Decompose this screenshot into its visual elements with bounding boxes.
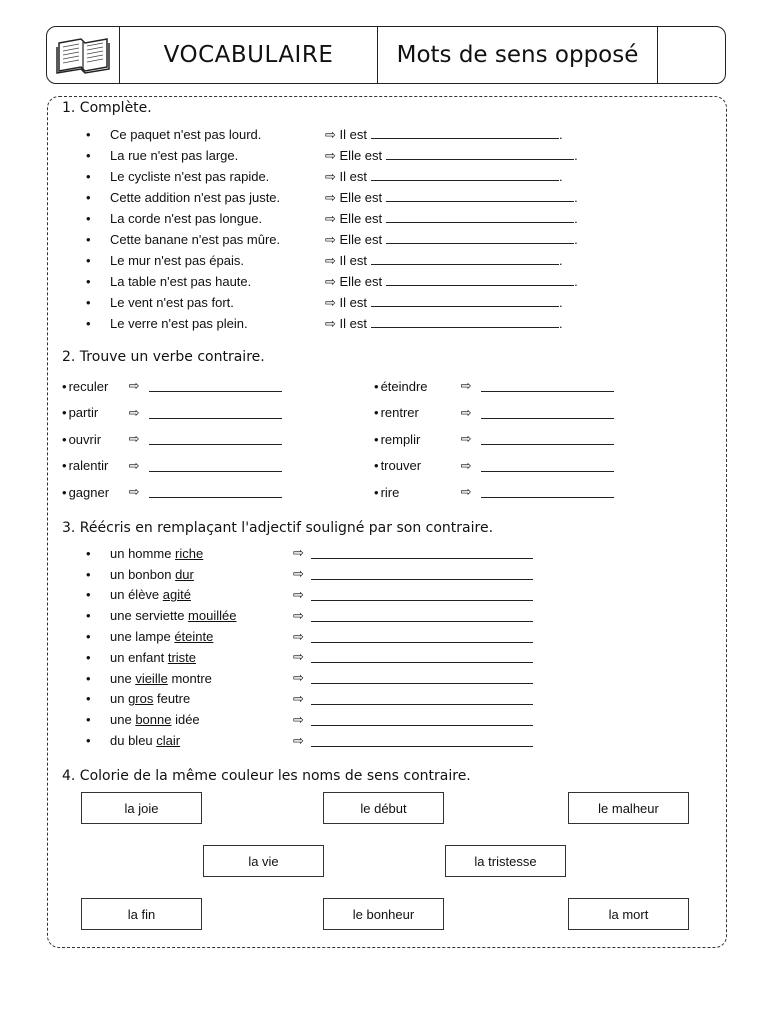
sentence: La table n'est pas haute.	[110, 274, 252, 289]
verb-row	[62, 400, 282, 427]
answer-line[interactable]	[481, 380, 614, 392]
phrase-row	[86, 709, 533, 730]
sentence-row	[86, 250, 578, 271]
header-icon-cell	[47, 27, 120, 83]
phrase-end: montre	[167, 670, 212, 686]
answer-prompt	[325, 253, 563, 269]
arrow-icon: ⇨	[128, 431, 140, 447]
arrow-icon: ⇨	[460, 378, 472, 394]
verb-row	[62, 426, 282, 453]
answer-prefix: ⇨ Il est	[325, 126, 367, 142]
answer-line[interactable]	[149, 407, 282, 419]
arrow-icon: ⇨	[128, 484, 140, 500]
phrase-start: un enfant	[110, 649, 168, 665]
answer-prefix: ⇨ Elle est	[325, 147, 383, 163]
period: .	[574, 273, 578, 289]
verb-row	[374, 426, 614, 453]
answer-prompt	[325, 211, 578, 227]
bullet: •	[86, 169, 91, 184]
answer-line[interactable]	[481, 486, 614, 498]
answer-prompt	[325, 190, 578, 206]
answer-line[interactable]	[386, 211, 574, 223]
answer-prefix: ⇨ Il est	[325, 315, 367, 331]
word-box[interactable]: la tristesse	[445, 845, 566, 877]
exercise-1-title: 1. Complète.	[62, 100, 152, 116]
answer-prefix: ⇨ Elle est	[325, 210, 383, 226]
bullet: •	[86, 274, 91, 289]
verb: rentrer	[380, 405, 419, 421]
sentence-row	[86, 124, 578, 145]
phrase-start: un	[110, 691, 129, 707]
bullet: •	[62, 431, 67, 447]
underlined-adjective: gros	[128, 691, 154, 707]
arrow-icon: ⇨	[293, 628, 304, 644]
answer-line[interactable]	[371, 253, 559, 265]
arrow-icon: ⇨	[128, 404, 140, 420]
bullet: •	[86, 148, 91, 163]
phrase-start: une	[110, 670, 136, 686]
period: .	[558, 126, 563, 142]
phrase	[110, 567, 293, 582]
answer-prompt	[325, 148, 578, 164]
answer-line[interactable]	[311, 610, 533, 622]
header-subtitle: Mots de sens opposé	[378, 27, 658, 83]
sentence-row	[86, 166, 578, 187]
word-box[interactable]: le début	[323, 792, 444, 824]
bullet: •	[86, 670, 91, 686]
answer-line[interactable]	[311, 589, 533, 601]
answer-prompt	[325, 295, 563, 311]
phrase-end: feutre	[153, 691, 191, 707]
exercise-4-title: 4. Colorie de la même couleur les noms de sens contraire.	[62, 768, 471, 784]
period: .	[574, 147, 578, 163]
phrase-start: un élève	[110, 587, 163, 603]
word-box[interactable]: le bonheur	[323, 898, 444, 930]
underlined-adjective: dur	[175, 566, 194, 582]
phrase-start: un homme	[110, 545, 176, 561]
bullet: •	[86, 587, 91, 603]
answer-prefix: ⇨ Elle est	[325, 189, 383, 205]
answer-line[interactable]	[311, 651, 533, 663]
phrase	[110, 733, 293, 748]
answer-line[interactable]	[481, 407, 614, 419]
answer-prompt	[325, 169, 563, 185]
period: .	[574, 210, 578, 226]
underlined-adjective: agité	[162, 587, 191, 603]
phrase-start: une	[110, 712, 136, 728]
arrow-icon: ⇨	[293, 690, 304, 706]
bullet: •	[374, 405, 379, 421]
phrase-row	[86, 585, 533, 606]
verb: partir	[68, 405, 99, 421]
sentence: La rue n'est pas large.	[110, 148, 239, 163]
verb-row	[374, 373, 614, 400]
bullet: •	[86, 629, 91, 645]
underlined-adjective: bonne	[135, 712, 172, 728]
bullet: •	[86, 712, 91, 728]
bullet: •	[62, 378, 67, 394]
underlined-adjective: mouillée	[188, 608, 237, 624]
exercise-2-right-column	[374, 373, 614, 506]
sentence: Ce paquet n'est pas lourd.	[110, 127, 262, 142]
phrase	[110, 629, 293, 644]
answer-line[interactable]	[149, 486, 282, 498]
underlined-adjective: clair	[156, 733, 181, 749]
answer-line[interactable]	[311, 714, 533, 726]
phrase-row	[86, 543, 533, 564]
answer-line[interactable]	[311, 547, 533, 559]
phrase-start: une serviette	[110, 608, 189, 624]
book-icon	[55, 33, 111, 77]
underlined-adjective: triste	[167, 649, 196, 665]
bullet: •	[374, 484, 379, 500]
phrase	[110, 691, 293, 706]
exercise-2-title: 2. Trouve un verbe contraire.	[62, 349, 265, 365]
answer-line[interactable]	[311, 672, 533, 684]
sentence: La corde n'est pas longue.	[110, 211, 263, 226]
answer-prompt	[325, 274, 578, 290]
answer-prefix: ⇨ Elle est	[325, 273, 383, 289]
phrase-row	[86, 605, 533, 626]
answer-line[interactable]	[386, 148, 574, 160]
bullet: •	[62, 484, 67, 500]
arrow-icon: ⇨	[293, 586, 304, 602]
bullet: •	[86, 211, 91, 226]
arrow-icon: ⇨	[293, 732, 304, 748]
answer-line[interactable]	[149, 460, 282, 472]
verb-row	[374, 479, 614, 506]
underlined-adjective: vieille	[135, 670, 168, 686]
phrase	[110, 650, 293, 665]
phrase-start: du bleu	[110, 733, 157, 749]
header-title: VOCABULAIRE	[120, 27, 378, 83]
bullet: •	[86, 190, 91, 205]
arrow-icon: ⇨	[293, 670, 304, 686]
header-empty-cell	[658, 27, 725, 83]
phrase-start: un bonbon	[110, 566, 176, 582]
arrow-icon: ⇨	[128, 378, 140, 394]
answer-line[interactable]	[311, 568, 533, 580]
answer-prefix: ⇨ Il est	[325, 294, 367, 310]
bullet: •	[86, 232, 91, 247]
phrase-row	[86, 564, 533, 585]
period: .	[574, 189, 578, 205]
word-box[interactable]: la fin	[81, 898, 202, 930]
phrase-row	[86, 730, 533, 751]
answer-prefix: ⇨ Elle est	[325, 231, 383, 247]
answer-line[interactable]	[386, 190, 574, 202]
period: .	[558, 315, 563, 331]
verb: reculer	[68, 378, 109, 394]
answer-prompt	[325, 232, 578, 248]
period: .	[574, 231, 578, 247]
verb-row	[62, 373, 282, 400]
exercise-1-list	[86, 124, 578, 334]
bullet: •	[86, 127, 91, 142]
sentence-row	[86, 229, 578, 250]
phrase	[110, 587, 293, 602]
phrase	[110, 671, 293, 686]
phrase	[110, 712, 293, 727]
verb-row	[374, 453, 614, 480]
bullet: •	[62, 405, 67, 421]
bullet: •	[86, 733, 91, 749]
bullet: •	[86, 295, 91, 310]
sentence: Le cycliste n'est pas rapide.	[110, 169, 270, 184]
exercise-3-title: 3. Réécris en remplaçant l'adjectif souligné par son contraire.	[62, 520, 494, 536]
underlined-adjective: riche	[175, 545, 204, 561]
bullet: •	[86, 608, 91, 624]
arrow-icon: ⇨	[293, 607, 304, 623]
exercise-3-list	[86, 543, 533, 751]
sentence: Le verre n'est pas plein.	[110, 316, 248, 331]
verb: rire	[380, 484, 400, 500]
bullet: •	[86, 566, 91, 582]
sentence-row	[86, 208, 578, 229]
verb: éteindre	[380, 378, 428, 394]
verb-row	[62, 479, 282, 506]
answer-line[interactable]	[311, 631, 533, 643]
verb-row	[374, 400, 614, 427]
sentence: Cette banane n'est pas mûre.	[110, 232, 281, 247]
verb: ouvrir	[68, 431, 102, 447]
bullet: •	[374, 431, 379, 447]
answer-line[interactable]	[481, 433, 614, 445]
answer-line[interactable]	[481, 460, 614, 472]
answer-prefix: ⇨ Il est	[325, 252, 367, 268]
answer-line[interactable]	[371, 316, 559, 328]
worksheet-header	[46, 26, 726, 84]
answer-line[interactable]	[371, 169, 559, 181]
arrow-icon: ⇨	[460, 404, 472, 420]
phrase-row	[86, 668, 533, 689]
answer-line[interactable]	[386, 274, 574, 286]
answer-line[interactable]	[149, 433, 282, 445]
arrow-icon: ⇨	[128, 457, 140, 473]
period: .	[558, 252, 563, 268]
answer-line[interactable]	[386, 232, 574, 244]
phrase-row	[86, 626, 533, 647]
bullet: •	[86, 545, 91, 561]
arrow-icon: ⇨	[460, 484, 472, 500]
arrow-icon: ⇨	[293, 566, 304, 582]
answer-line[interactable]	[371, 127, 559, 139]
sentence: Le vent n'est pas fort.	[110, 295, 234, 310]
period: .	[558, 294, 563, 310]
word-box[interactable]: la vie	[203, 845, 324, 877]
phrase	[110, 608, 293, 623]
arrow-icon: ⇨	[460, 431, 472, 447]
phrase-row	[86, 689, 533, 710]
underlined-adjective: éteinte	[174, 629, 214, 645]
answer-line[interactable]	[371, 295, 559, 307]
answer-line[interactable]	[149, 380, 282, 392]
bullet: •	[86, 649, 91, 665]
arrow-icon: ⇨	[293, 649, 304, 665]
exercise-2-left-column	[62, 373, 282, 506]
arrow-icon: ⇨	[293, 711, 304, 727]
sentence-row	[86, 313, 578, 334]
bullet: •	[86, 253, 91, 268]
answer-prefix: ⇨ Il est	[325, 168, 367, 184]
answer-line[interactable]	[311, 735, 533, 747]
bullet: •	[86, 691, 91, 707]
period: .	[558, 168, 563, 184]
phrase	[110, 546, 293, 561]
phrase-row	[86, 647, 533, 668]
bullet: •	[62, 458, 67, 474]
word-box[interactable]: le malheur	[568, 792, 689, 824]
bullet: •	[374, 378, 379, 394]
verb: ralentir	[68, 458, 109, 474]
word-box[interactable]: la mort	[568, 898, 689, 930]
verb: gagner	[68, 484, 110, 500]
bullet: •	[86, 316, 91, 331]
arrow-icon: ⇨	[293, 545, 304, 561]
sentence-row	[86, 145, 578, 166]
sentence-row	[86, 292, 578, 313]
arrow-icon: ⇨	[460, 457, 472, 473]
sentence: Le mur n'est pas épais.	[110, 253, 244, 268]
phrase-start: une lampe	[110, 629, 175, 645]
sentence-row	[86, 271, 578, 292]
verb-row	[62, 453, 282, 480]
sentence: Cette addition n'est pas juste.	[110, 190, 281, 205]
answer-prompt	[325, 127, 563, 143]
verb: remplir	[380, 431, 421, 447]
bullet: •	[374, 458, 379, 474]
sentence-row	[86, 187, 578, 208]
verb: trouver	[380, 458, 422, 474]
answer-line[interactable]	[311, 693, 533, 705]
phrase-end: idée	[171, 712, 200, 728]
answer-prompt	[325, 316, 563, 332]
word-box[interactable]: la joie	[81, 792, 202, 824]
